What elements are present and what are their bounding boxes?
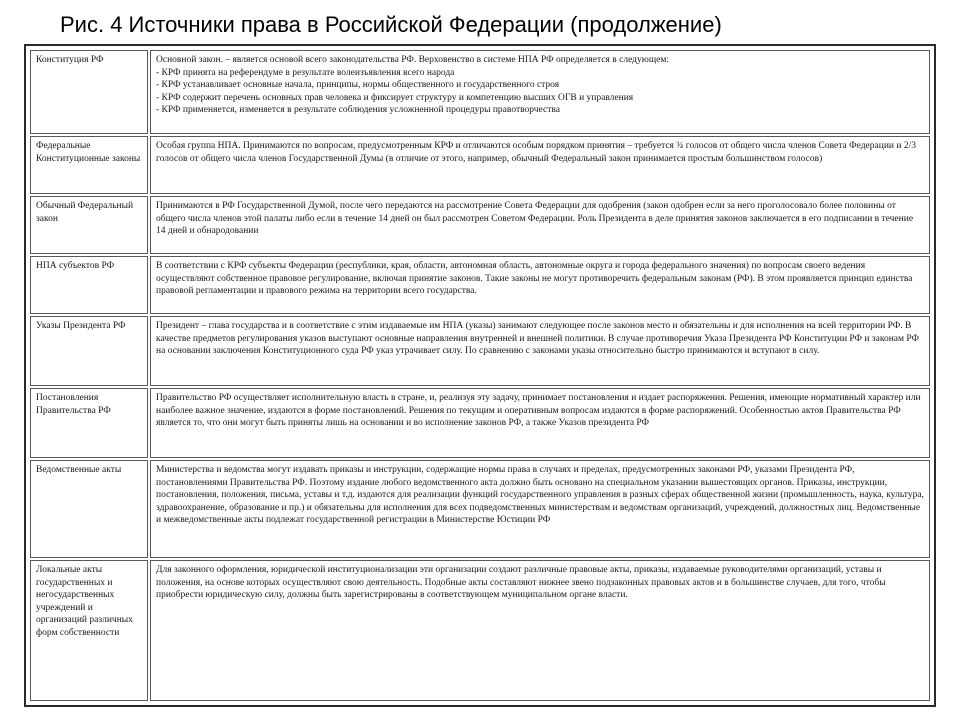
table-row bbox=[30, 460, 930, 558]
table-row bbox=[30, 388, 930, 458]
description-line: Президент – глава государства и в соответствие с этим издаваемые им НПА (указы) занимают следующее после законов место и обязательны и для исполнения на всей территории РФ. В качестве предметов регулирования указов выступают основные направления внутренней и внешней политики. В случае противоречия Указа Президента РФ Конституции РФ и законам РФ на основании заключения Конституционного суда РФ указ утрачивает силу. По сравнению с законами указы относительно быстро принимаются и вступают в силу. bbox=[156, 321, 920, 357]
source-name: Конституция РФ bbox=[30, 50, 148, 134]
description-line: - КРФ применяется, изменяется в результате соблюдения усложненной процедуры правотворчества bbox=[156, 105, 560, 116]
source-description bbox=[150, 196, 930, 254]
description-line: - КРФ принята на референдуме в результате волеизъявления всего народа bbox=[156, 67, 455, 78]
description-line: В соответствии с КРФ субъекты Федерации (республики, края, области, автономная область, автономные округа и города федерального значения) по вопросам своего ведения осуществляют собственное правовое регулирование, включая принятие законов. Такие законы не могут противоречить федеральным законам (РФ). В этом проявляется принцип единства правовой регламентации и правового режима на территории всего государства. bbox=[156, 261, 913, 297]
description-line: Правительство РФ осуществляет исполнительную власть в стране, и, реализуя эту задачу, принимает постановления и издает распоряжения. Решения, имеющие нормативный характер или наиболее важное значение, издаются в форме постановлений. Решения по текущим и оперативным вопросам издаются в форме распоряжений. Особенностью актов Правительства РФ является то, что они могут быть приняты лишь на основании и во исполнение законов РФ, а также Указов президента РФ bbox=[156, 393, 921, 429]
source-description bbox=[150, 316, 930, 386]
description-line: Принимаются в РФ Государственной Думой, после чего передаются на рассмотрение Совета Федерации для одобрения (закон одобрен если за него проголосовало более половины от общего числа членов этой палаты либо если в течение 14 дней он был рассмотрен Советом Федерации. Роль Президента в деле принятия законов заключается в его подписании в течение 14 дней и обнародовании bbox=[156, 201, 914, 237]
source-description bbox=[150, 136, 930, 194]
source-name: Указы Президента РФ bbox=[30, 316, 148, 386]
sources-table bbox=[28, 48, 932, 703]
table-row bbox=[30, 316, 930, 386]
description-line: Основной закон. – является основой всего законодательства РФ. Верховенство в системе НПА РФ определяется в следующем: bbox=[156, 55, 670, 65]
description-line: Для законного оформления, юридической институционализации эти организации создают различные правовые акты, приказы, издаваемые руководителями организаций, уставы и положения, на основе которых осуществляют свою деятельность. Подобные акты составляют нижнее звено подзаконных правовых актов и в большинстве случаев, для того, чтобы приобрести юридическую силу, должны быть зарегистрированы в соответствующем муниципальном органе власти. bbox=[156, 565, 886, 601]
table-row bbox=[30, 50, 930, 134]
source-description bbox=[150, 256, 930, 314]
sources-table-frame bbox=[24, 44, 936, 707]
description-line: - КРФ содержит перечень основных прав человека и фиксирует структуру и компетенцию высших ОГВ и управления bbox=[156, 92, 634, 103]
table-row bbox=[30, 196, 930, 254]
table-row bbox=[30, 136, 930, 194]
source-name: Локальные акты государственных и негосударственных учреждений и организаций различных форм собственности bbox=[30, 560, 148, 701]
source-name: Обычный Федеральный закон bbox=[30, 196, 148, 254]
source-name: Федеральные Конституционные законы bbox=[30, 136, 148, 194]
source-name: Ведомственные акты bbox=[30, 460, 148, 558]
description-line: - КРФ устанавливает основные начала, принципы, нормы общественного и государственного строя bbox=[156, 80, 560, 91]
table-row bbox=[30, 256, 930, 314]
source-description bbox=[150, 560, 930, 701]
source-description bbox=[150, 388, 930, 458]
source-name: НПА субъектов РФ bbox=[30, 256, 148, 314]
table-row bbox=[30, 560, 930, 701]
description-line: Особая группа НПА. Принимаются по вопросам, предусмотренным КРФ и отличаются особым порядком принятия – требуется ¾ голосов от общего числа членов Совета Федерации и 2/3 голосов от общего числа членов Государственной Думы (в отличие от этого, например, обычный Федеральный закон принимается простым большинством голосов) bbox=[156, 141, 916, 164]
source-name: Постановления Правительства РФ bbox=[30, 388, 148, 458]
source-description bbox=[150, 50, 930, 134]
source-description bbox=[150, 460, 930, 558]
slide-title: Рис. 4 Источники права в Российской Федерации (продолжение) bbox=[60, 12, 722, 37]
description-line: Министерства и ведомства могут издавать приказы и инструкции, содержащие нормы права в случаях и пределах, предусмотренных законами РФ, указами Президента РФ, постановлениями Правительства РФ. Поэтому издание любого ведомственного акта должно быть основано на специальном указании вышестоящих органов. Приказы, инструкции, постановления, положения, письма, уставы и т.д. издаются для реализации функций государственного управления в разных сферах общественной жизни (промышленность, наука, культура, здравоохранение, образование и пр.) и обязательны для исполнения для всех подведомственных министерствам и ведомствам организаций, учреждений, должностных лиц. Ведомственные и межведомственные акты подлежат государственной регистрации в Министерстве Юстиции РФ bbox=[156, 465, 924, 526]
sources-table-body bbox=[30, 50, 930, 701]
